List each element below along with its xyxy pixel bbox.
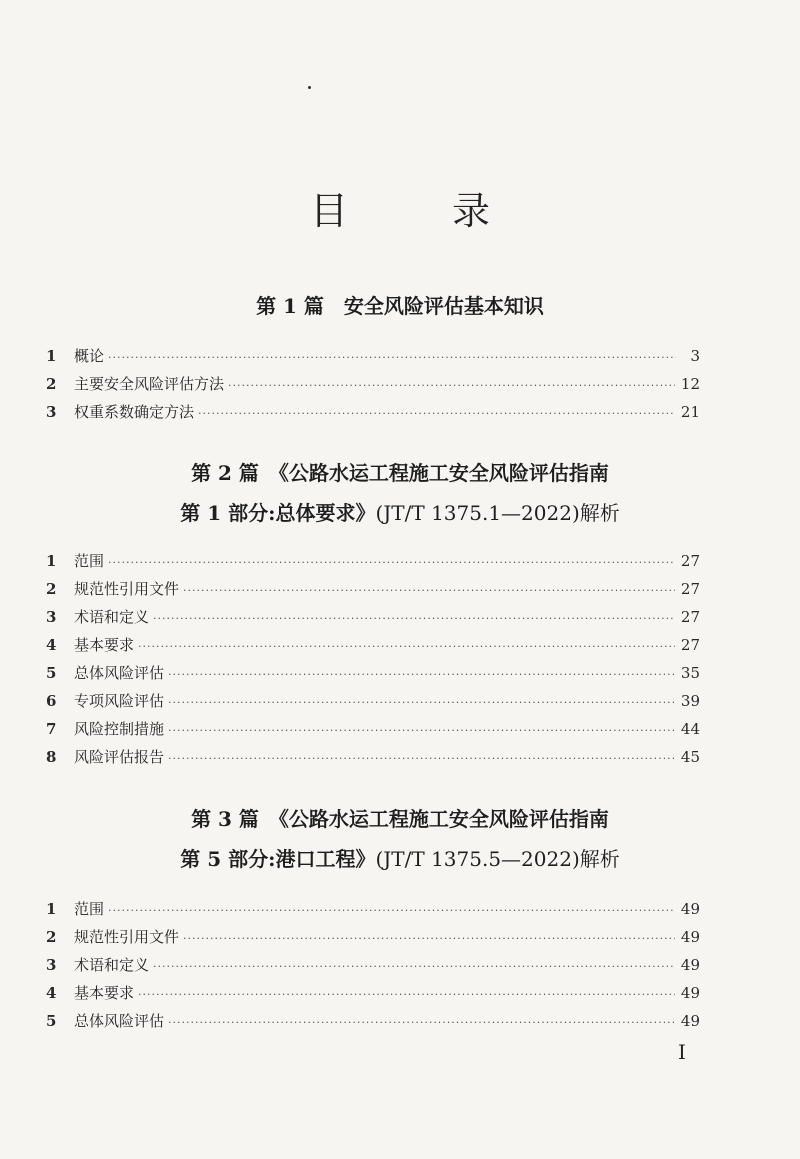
toc-entry-page: 21 <box>680 403 700 421</box>
dot-leader <box>168 1016 675 1029</box>
page-folio: I <box>678 1040 686 1064</box>
toc-entry-number: 8 <box>46 748 57 766</box>
part-3-heading-line-2 <box>0 843 800 872</box>
toc-entry-page: 49 <box>680 956 700 974</box>
toc-entry[interactable] <box>46 345 700 373</box>
toc-entry-number: 5 <box>46 1012 57 1030</box>
toc-entry-number: 5 <box>46 664 57 682</box>
dot-leader <box>228 379 675 392</box>
toc-entry-title: 主要安全风险评估方法 <box>74 375 225 393</box>
toc-entry-title: 总体风险评估 <box>74 1012 165 1030</box>
dot-leader <box>138 640 675 653</box>
dot-leader <box>168 696 675 709</box>
toc-entry-title: 范围 <box>74 552 105 570</box>
toc-entry-number: 2 <box>46 375 57 393</box>
dot-leader <box>168 668 675 681</box>
toc-entry-number: 3 <box>46 403 57 421</box>
toc-entry[interactable] <box>46 550 700 578</box>
toc-entry[interactable] <box>46 1010 700 1038</box>
toc-entry-page: 45 <box>680 748 700 766</box>
toc-entry-title: 范围 <box>74 900 105 918</box>
toc-entry-page: 27 <box>680 636 700 654</box>
part-1-heading <box>0 290 800 319</box>
toc-entry[interactable] <box>46 898 700 926</box>
toc-entry[interactable] <box>46 606 700 634</box>
dot-leader <box>183 584 675 597</box>
toc-entry-page: 39 <box>680 692 700 710</box>
toc-entry-page: 35 <box>680 664 700 682</box>
toc-entry-page: 12 <box>680 375 700 393</box>
part-3-standard-ref: (JT/T 1375.5—2022)解析 <box>375 847 620 871</box>
toc-entry[interactable] <box>46 718 700 746</box>
toc-entry-number: 1 <box>46 552 57 570</box>
toc-entry-page: 27 <box>680 552 700 570</box>
toc-entry-title: 基本要求 <box>74 984 135 1002</box>
toc-entry-title: 风险评估报告 <box>74 748 165 766</box>
toc-entry-page: 49 <box>680 1012 700 1030</box>
toc-entry-number: 3 <box>46 956 57 974</box>
toc-entry[interactable] <box>46 954 700 982</box>
toc-entry[interactable] <box>46 373 700 401</box>
dot-leader <box>108 351 676 364</box>
dot-leader <box>138 988 675 1001</box>
toc-entry-number: 4 <box>46 636 57 654</box>
toc-entry[interactable] <box>46 926 700 954</box>
toc-entry[interactable] <box>46 634 700 662</box>
part-2-toc <box>46 550 700 774</box>
toc-entry-title: 风险控制措施 <box>74 720 165 738</box>
print-dot <box>308 86 311 89</box>
toc-entry-title: 基本要求 <box>74 636 135 654</box>
toc-entry-title: 规范性引用文件 <box>74 928 180 946</box>
dot-leader <box>108 556 675 569</box>
toc-entry-number: 1 <box>46 900 57 918</box>
toc-entry-page: 3 <box>690 347 700 365</box>
toc-entry[interactable] <box>46 578 700 606</box>
toc-entry[interactable] <box>46 662 700 690</box>
toc-entry-title: 权重系数确定方法 <box>74 403 195 421</box>
dot-leader <box>168 752 675 765</box>
part-2-heading-title: 第 2 篇 《公路水运工程施工安全风险评估指南 <box>191 461 609 485</box>
toc-entry-page: 49 <box>680 984 700 1002</box>
part-3-toc <box>46 898 700 1038</box>
toc-entry-page: 27 <box>680 580 700 598</box>
dot-leader <box>153 960 675 973</box>
toc-entry-title: 术语和定义 <box>74 956 150 974</box>
part-2-heading-subtitle: 第 1 部分:总体要求》 <box>180 501 376 525</box>
toc-entry-title: 规范性引用文件 <box>74 580 180 598</box>
toc-entry-title: 专项风险评估 <box>74 692 165 710</box>
dot-leader <box>198 407 675 420</box>
part-3-heading-title: 第 3 篇 《公路水运工程施工安全风险评估指南 <box>191 807 609 831</box>
toc-entry-number: 2 <box>46 580 57 598</box>
toc-entry-number: 6 <box>46 692 57 710</box>
page-title: 目 录 <box>309 189 537 233</box>
dot-leader <box>153 612 675 625</box>
toc-entry-number: 7 <box>46 720 57 738</box>
dot-leader <box>183 932 675 945</box>
toc-entry[interactable] <box>46 746 700 774</box>
part-1-heading-line-1: 第 1 篇 安全风险评估基本知识 <box>256 294 544 318</box>
toc-entry-number: 1 <box>46 347 57 365</box>
toc-entry[interactable] <box>46 690 700 718</box>
part-1-toc <box>46 345 700 429</box>
toc-entry-title: 概论 <box>74 347 105 365</box>
part-3-heading-line-1 <box>0 803 800 832</box>
part-2-heading-line-1 <box>0 457 800 486</box>
dot-leader <box>168 724 675 737</box>
toc-entry-page: 44 <box>680 720 700 738</box>
part-3-heading-subtitle: 第 5 部分:港口工程》 <box>180 847 376 871</box>
part-2-heading-line-2 <box>0 497 800 526</box>
toc-entry-number: 3 <box>46 608 57 626</box>
toc-entry-page: 27 <box>680 608 700 626</box>
toc-entry-number: 4 <box>46 984 57 1002</box>
dot-leader <box>108 904 675 917</box>
toc-entry[interactable] <box>46 982 700 1010</box>
toc-entry-number: 2 <box>46 928 57 946</box>
toc-entry-page: 49 <box>680 900 700 918</box>
toc-entry-page: 49 <box>680 928 700 946</box>
part-2-standard-ref: (JT/T 1375.1—2022)解析 <box>375 501 620 525</box>
toc-entry-title: 术语和定义 <box>74 608 150 626</box>
toc-entry[interactable] <box>46 401 700 429</box>
toc-entry-title: 总体风险评估 <box>74 664 165 682</box>
